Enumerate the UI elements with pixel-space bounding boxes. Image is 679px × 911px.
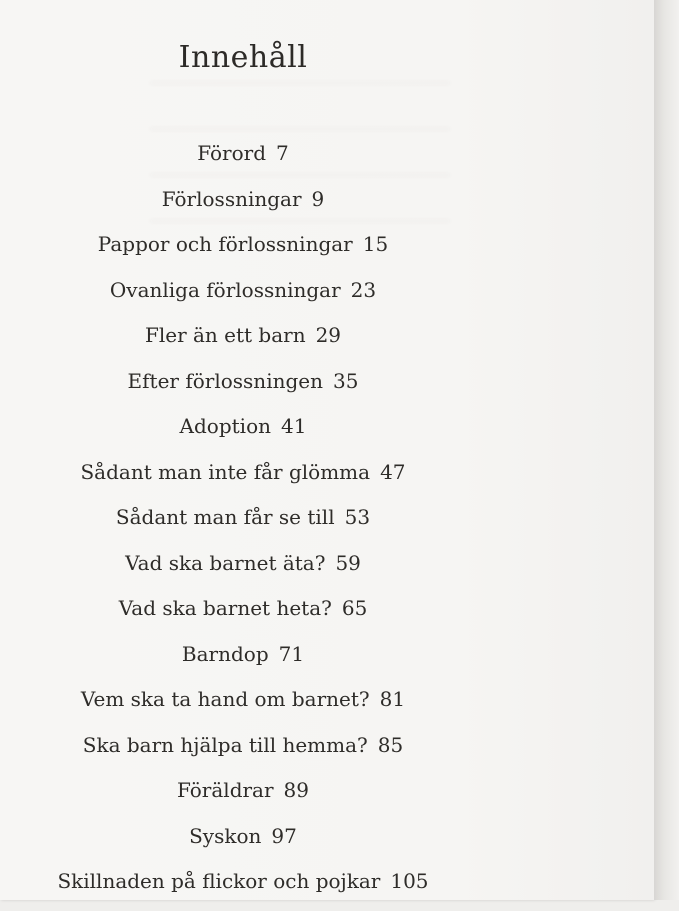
toc-entry [0,410,486,456]
toc-entry-page: 47 [380,459,406,484]
toc-entry [0,820,486,866]
toc-entry-title: Föräldrar [176,778,274,802]
toc-entry-title: Sådant man inte får glömma [80,459,371,484]
toc-entry [0,456,486,502]
toc-entry-page: 81 [379,687,406,711]
toc-entry-page: 97 [271,823,297,848]
toc-entry-title: Barndop [181,641,269,666]
toc-entry-title: Förord [197,141,267,165]
toc-entry-page: 65 [341,596,368,620]
toc-entry-page: 41 [281,414,307,438]
toc-entry-title: Adoption [179,414,271,438]
toc-entry-title: Vad ska barnet äta? [125,550,326,575]
toc-entry-page: 29 [315,323,342,347]
toc-entry [0,547,486,593]
toc-entry-page: 15 [362,232,389,256]
toc-entry-page: 7 [276,141,289,165]
toc-entry-title: Syskon [189,823,262,848]
toc-entry-title: Skillnaden på flickor och pojkar [57,869,381,893]
toc-entry-title: Efter förlossningen [127,368,323,393]
toc-entry [0,365,486,411]
toc-entry-page: 23 [350,277,377,302]
toc-entry [0,183,486,229]
toc-entry-title: Pappor och förlossningar [97,232,353,256]
toc-entry-page: 85 [377,732,404,757]
toc-entry [0,638,486,684]
toc-entry-title: Ovanliga förlossningar [109,277,341,302]
toc-entry [0,319,486,365]
toc-entry-page: 59 [335,550,361,575]
toc-entry [0,137,486,183]
toc-entry-title: Förlossningar [161,186,302,211]
toc-heading: Innehåll [178,40,308,75]
toc-entry [0,274,486,320]
table-of-contents [0,137,486,911]
toc-entry-page: 89 [283,778,309,802]
toc-entry-title: Vem ska ta hand om barnet? [80,687,370,711]
page-edge [654,0,679,900]
toc-entry [0,774,486,820]
toc-entry [0,683,486,729]
toc-entry-page: 105 [390,869,429,893]
toc-entry [0,501,486,547]
toc-entry-title: Vad ska barnet heta? [118,596,332,620]
toc-entry-title: Ska barn hjälpa till hemma? [82,732,368,757]
toc-entry [0,228,486,274]
toc-entry [0,592,486,638]
toc-entry [0,729,486,775]
toc-entry-title: Fler än ett barn [144,323,306,347]
toc-entry-page: 53 [344,505,371,529]
toc-entry-title: Sådant man får se till [115,505,335,529]
toc-entry-page: 9 [311,186,325,211]
toc-entry [0,865,486,911]
toc-entry-page: 35 [333,368,359,393]
toc-entry-page: 71 [278,641,305,666]
